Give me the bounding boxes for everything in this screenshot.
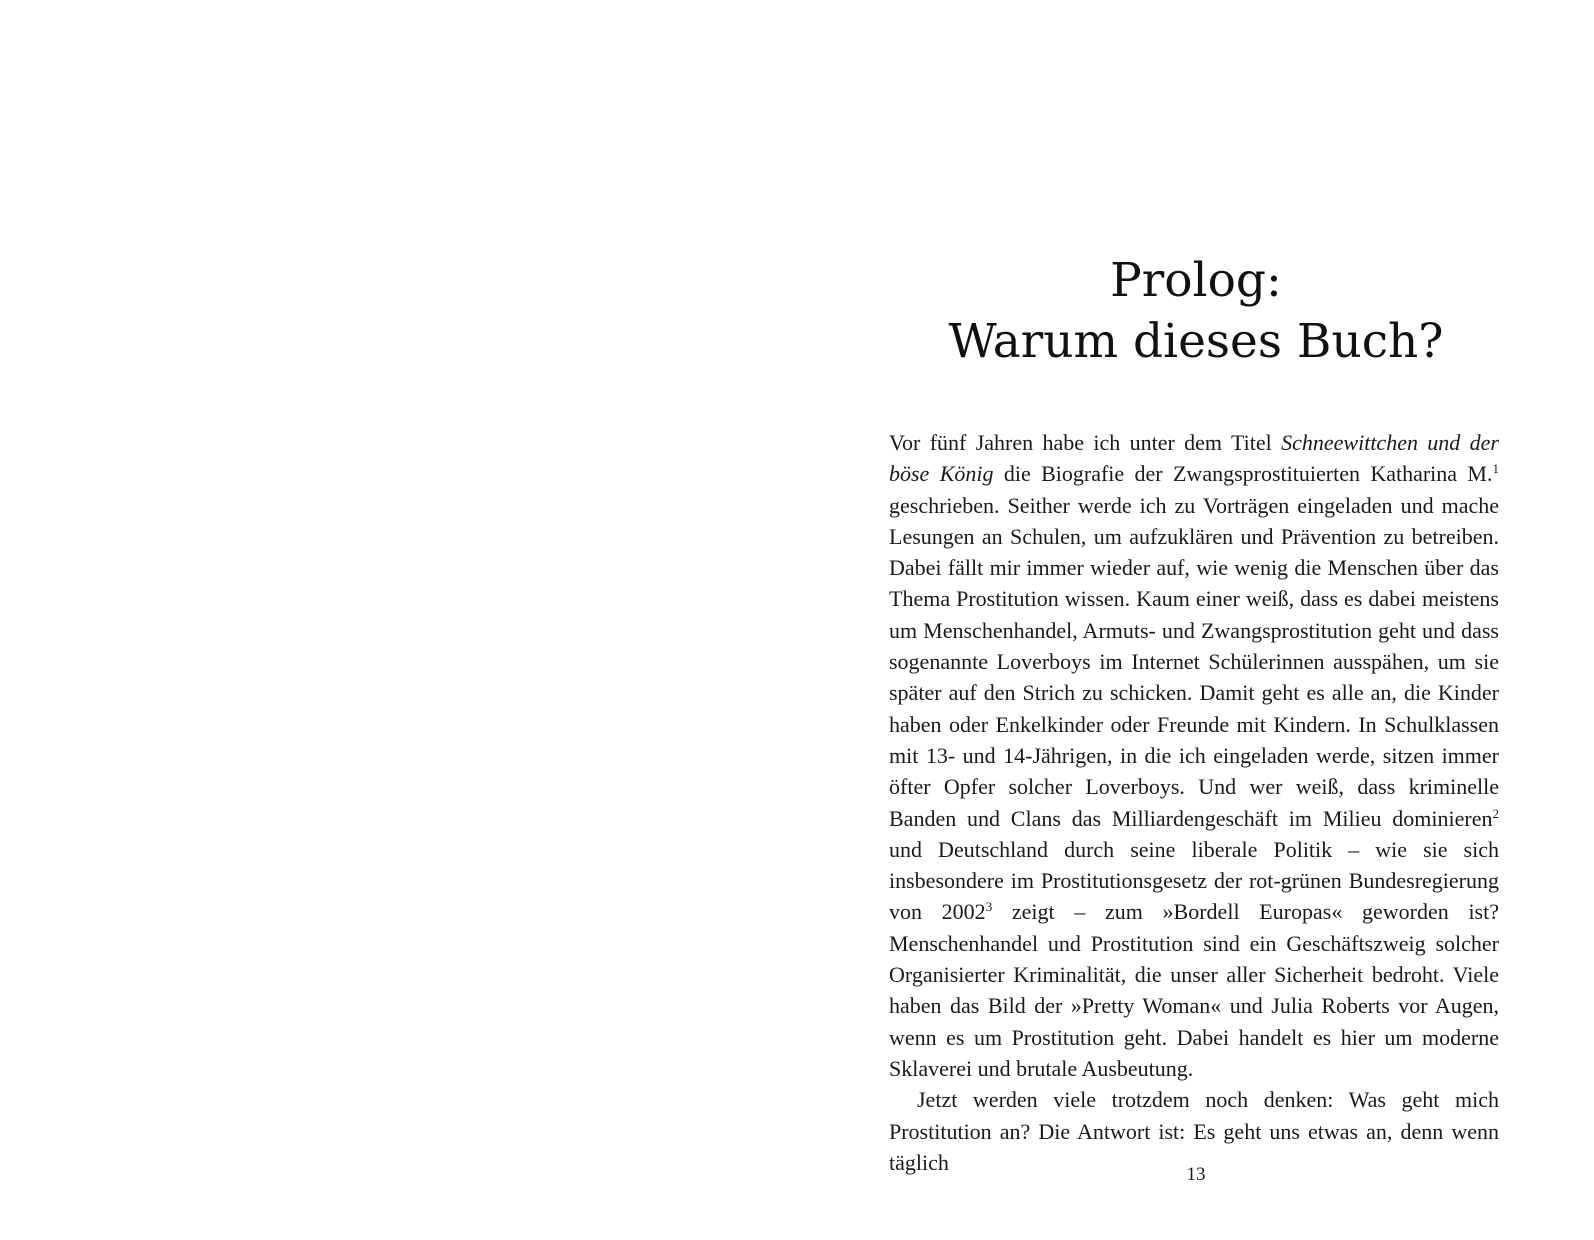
chapter-title-line-1: Prolog:: [1110, 253, 1282, 308]
paragraph-1-part-4: und Deutschland durch seine liberale Politik – wie sie sich insbesondere im Prostitutionsgesetz der rot-grünen Bundesregierung von 2002: [889, 836, 1499, 925]
footnote-marker-1: 1: [1492, 461, 1499, 477]
paragraph-2: Jetzt werden viele trotzdem noch denken: Was geht mich Prostitution an? Die Antwort ist: Es geht uns etwas an, denn wenn täglich: [889, 1087, 1499, 1175]
paragraph-1-part-2: die Biografie der Zwangsprostituierten Katharina M.: [993, 461, 1493, 487]
chapter-title: [889, 250, 1503, 372]
book-title-italic: Schneewittchen und der böse König: [889, 430, 1499, 487]
paragraph-1: [889, 427, 1499, 1084]
page-number: 13: [1186, 1164, 1206, 1185]
paragraph-1-part-5: zeigt – zum »Bordell Europas« geworden ist? Menschenhandel und Prostitution sind ein Geschäftszweig solcher Organisierter Kriminalität, die unser aller Sicherheit bedroht. Viele haben das Bild der »Pretty Woman« und Julia Roberts vor Augen, wenn es um Prostitution geht. Dabei handelt es hier um moderne Sklaverei und brutale Ausbeutung.: [889, 899, 1499, 1081]
paragraph-1-part-1: Vor fünf Jahren habe ich unter dem Titel: [889, 430, 1282, 455]
paragraph-1-part-3: geschrieben. Seither werde ich zu Vorträgen eingeladen und mache Lesungen an Schulen, um aufzuklären und Prävention zu betreiben. Dabei fällt mir immer wieder auf, wie wenig die Menschen über das Thema Prostitution wissen. Kaum einer weiß, dass es dabei meistens um Menschenhandel, Armuts- und Zwangsprostitution geht und dass sogenannte Loverboys im Internet Schülerinnen ausspähen, um sie später auf den Strich zu schicken. Damit geht es alle an, die Kinder haben oder Enkelkinder oder Freunde mit Kindern. In Schulklassen mit 13- und 14-Jährigen, in die ich eingeladen werde, sitzen immer öfter Opfer solcher Loverboys. Und wer weiß, dass kriminelle Banden und Clans das Milliardengeschäft im Milieu dominieren: [889, 492, 1499, 831]
footnote-marker-3: 3: [985, 899, 993, 915]
body-text: [889, 427, 1499, 1178]
footnote-marker-2: 2: [1492, 805, 1499, 821]
chapter-title-line-2: Warum dieses Buch?: [948, 314, 1444, 369]
